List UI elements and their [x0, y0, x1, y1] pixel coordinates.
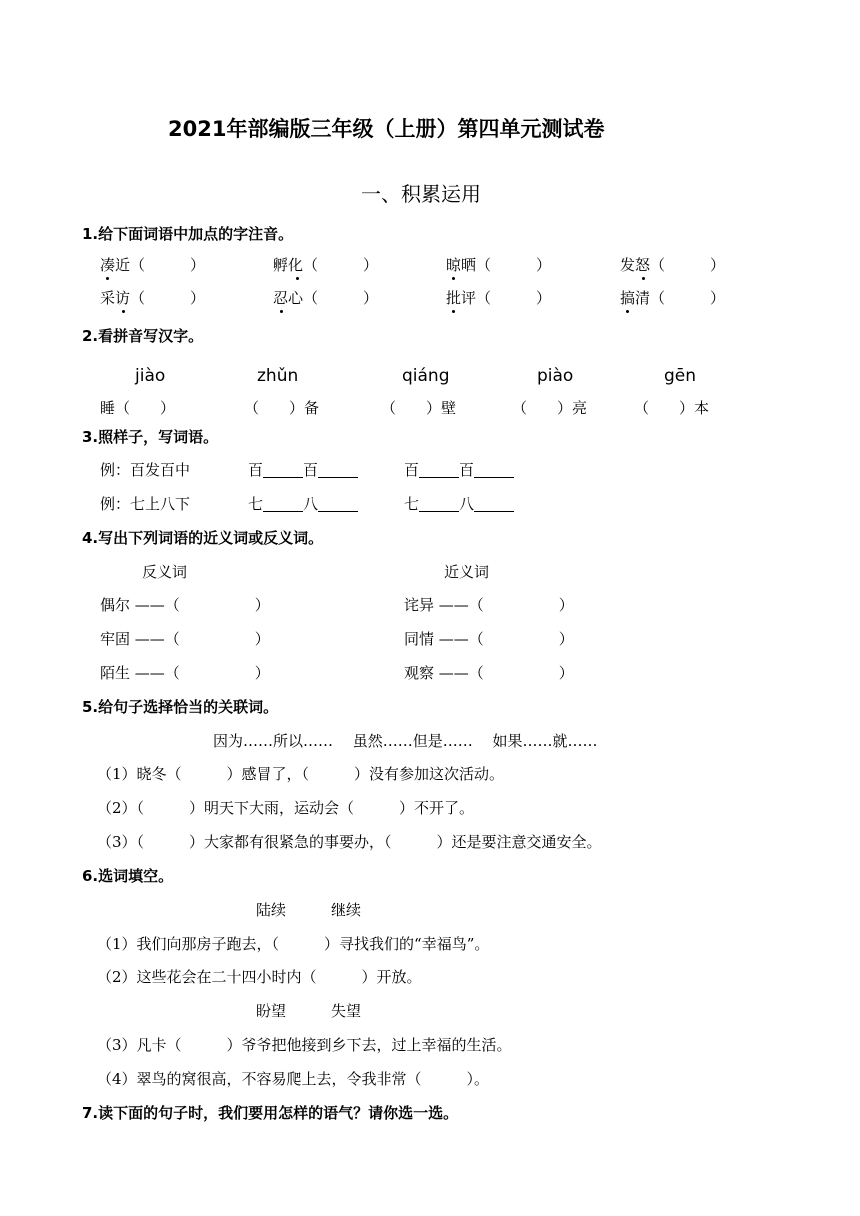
synonym-item: 诧异 ——（ ） — [404, 596, 574, 614]
q1-word: 发怒（ ） — [620, 256, 726, 274]
synonym-item: 观察 ——（ ） — [404, 664, 574, 682]
pinyin: zhǔn — [257, 366, 299, 386]
pattern-1a: 百 百 — [248, 463, 358, 478]
section-heading: 一、积累运用 — [361, 182, 481, 206]
q5-item: （3）（ ）大家都有很紧急的事要办，（ ）还是要注意交通安全。 — [97, 833, 602, 851]
q2-word: （ ）本 — [634, 399, 710, 417]
emphasis-dot — [296, 277, 299, 280]
emphasis-dot — [452, 310, 455, 313]
synonym-label: 近义词 — [444, 563, 490, 581]
question-1-heading: 1.给下面词语中加点的字注音。 — [82, 225, 294, 243]
emphasis-dot — [122, 310, 125, 313]
question-2-heading: 2.看拼音写汉字。 — [82, 327, 204, 345]
pattern-2b: 七 八 — [404, 497, 514, 512]
q1-word: 忍心（ ） — [273, 289, 379, 307]
q2-word: 睡（ ） — [100, 399, 176, 417]
pinyin: jiào — [135, 366, 166, 386]
question-3-heading: 3.照样子，写词语。 — [82, 428, 219, 446]
pattern-2a: 七 八 — [248, 497, 358, 512]
q1-word: 凑近（ ） — [100, 256, 206, 274]
q6-item: （3）凡卡（ ）爷爷把他接到乡下去，过上幸福的生活。 — [97, 1036, 512, 1054]
antonym-item: 陌生 ——（ ） — [100, 664, 270, 682]
emphasis-dot — [626, 310, 629, 313]
antonym-item: 牢固 ——（ ） — [100, 630, 270, 648]
word-choices-2: 盼望 失望 — [256, 1002, 362, 1020]
q1-word: 批评（ ） — [446, 289, 552, 307]
conjunction-options: 因为……所以…… 虽然……但是…… 如果……就…… — [213, 732, 598, 750]
q6-item: （1）我们向那房子跑去，（ ）寻找我们的“幸福鸟”。 — [97, 935, 490, 953]
q2-word: （ ）亮 — [512, 399, 588, 417]
q2-word: （ ）备 — [244, 399, 320, 417]
q6-item: （2）这些花会在二十四小时内（ ）开放。 — [97, 968, 422, 986]
question-6-heading: 6.选词填空。 — [82, 867, 174, 885]
pinyin: qiáng — [402, 366, 450, 386]
synonym-item: 同情 ——（ ） — [404, 630, 574, 648]
emphasis-dot — [280, 310, 283, 313]
example-1: 例：百发百中 — [100, 461, 191, 479]
word-choices-1: 陆续 继续 — [256, 901, 362, 919]
q1-word: 孵化（ ） — [273, 256, 379, 274]
example-2: 例：七上八下 — [100, 495, 191, 513]
question-4-heading: 4.写出下列词语的近义词或反义词。 — [82, 529, 324, 547]
antonym-item: 偶尔 ——（ ） — [100, 596, 270, 614]
emphasis-dot — [642, 277, 645, 280]
question-7-heading: 7.读下面的句子时，我们要用怎样的语气？请你选一选。 — [82, 1104, 459, 1122]
q5-item: （1）晓冬（ ）感冒了，（ ）没有参加这次活动。 — [97, 765, 505, 783]
pattern-1b: 百 百 — [404, 463, 514, 478]
antonym-label: 反义词 — [142, 563, 188, 581]
q5-item: （2）（ ）明天下大雨，运动会（ ）不开了。 — [97, 799, 475, 817]
q1-word: 搞清（ ） — [620, 289, 726, 307]
pinyin: piào — [537, 366, 574, 386]
q1-word: 采访（ ） — [100, 289, 206, 307]
q1-word: 晾晒（ ） — [446, 256, 552, 274]
q6-item: （4）翠鸟的窝很高，不容易爬上去，令我非常（ ）。 — [97, 1070, 490, 1088]
page-title: 2021年部编版三年级（上册）第四单元测试卷 — [168, 117, 605, 141]
pinyin: gēn — [664, 366, 697, 386]
emphasis-dot — [106, 277, 109, 280]
question-5-heading: 5.给句子选择恰当的关联词。 — [82, 698, 279, 716]
emphasis-dot — [452, 277, 455, 280]
q2-word: （ ）壁 — [381, 399, 457, 417]
